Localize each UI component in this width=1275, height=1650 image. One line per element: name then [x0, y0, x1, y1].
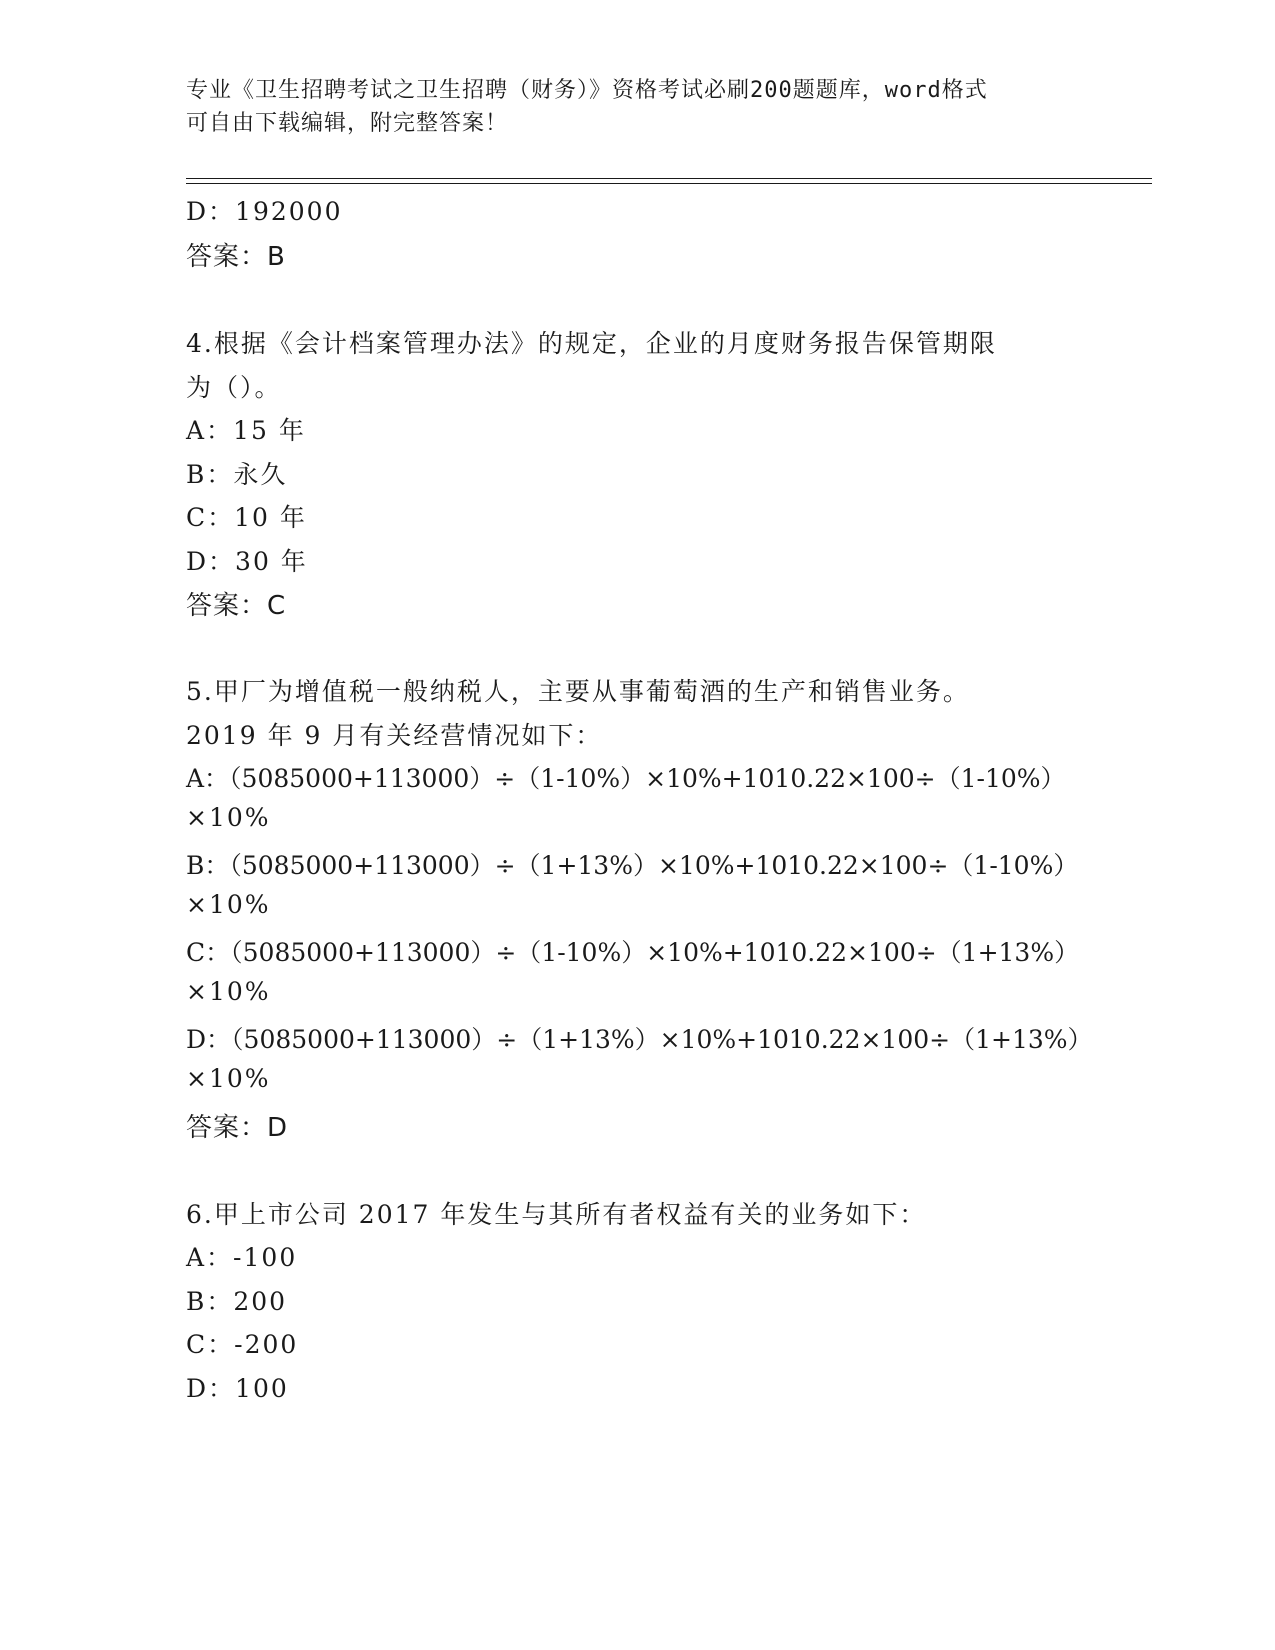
q6-option-d: D：100 [186, 1374, 289, 1403]
q5-option-b-line-1: B：（5085000+113000）÷（1+13%）×10%+1010.22×100÷（1-10%） [186, 851, 1079, 880]
q4-stem-line-1: 4.根据《会计档案管理办法》的规定，企业的月度财务报告保管期限 [186, 329, 997, 358]
q6-option-b: B：200 [186, 1287, 288, 1316]
q5-option-a-line-2: ×10% [186, 803, 271, 832]
q4-option-c: C：10 年 [186, 503, 307, 532]
q4-stem-line-2: 为（）。 [186, 373, 282, 402]
q4-answer: 答案：C [186, 591, 287, 621]
q5-option-d-line-2: ×10% [186, 1064, 271, 1093]
q4-option-b: B：永久 [186, 460, 288, 489]
header-line-1: 专业《卫生招聘考试之卫生招聘（财务）》资格考试必刷200题题库，word格式 [186, 78, 988, 103]
q4-option-d: D：30 年 [186, 547, 308, 576]
q5-option-d-line-1: D：（5085000+113000）÷（1+13%）×10%+1010.22×100÷（1+13%） [186, 1025, 1093, 1054]
q4-option-a: A：15 年 [186, 416, 306, 445]
q5-option-b-line-2: ×10% [186, 890, 271, 919]
document-header [186, 74, 1066, 140]
q5-stem-line-1: 5.甲厂为增值税一般纳税人，主要从事葡萄酒的生产和销售业务。 [186, 677, 970, 706]
q5-option-c-line-2: ×10% [186, 977, 271, 1006]
header-line-2: 可自由下载编辑，附完整答案！ [186, 111, 509, 136]
header-divider-top [186, 178, 1152, 179]
q5-option-a-line-1: A：（5085000+113000）÷（1-10%）×10%+1010.22×100÷（1-10%） [186, 764, 1066, 793]
q5-option-c-line-1: C：（5085000+113000）÷（1-10%）×10%+1010.22×100÷（1+13%） [186, 938, 1080, 967]
q3-option-d: D：192000 [186, 197, 343, 226]
q5-stem-line-2: 2019 年 9 月有关经营情况如下： [186, 721, 603, 750]
header-divider-bottom [186, 183, 1152, 184]
q5-answer: 答案：D [186, 1113, 289, 1143]
q6-option-a: A：-100 [186, 1243, 298, 1272]
q6-stem-line-1: 6.甲上市公司 2017 年发生与其所有者权益有关的业务如下： [186, 1200, 927, 1229]
q3-answer: 答案：B [186, 242, 286, 272]
q6-option-c: C：-200 [186, 1330, 299, 1359]
